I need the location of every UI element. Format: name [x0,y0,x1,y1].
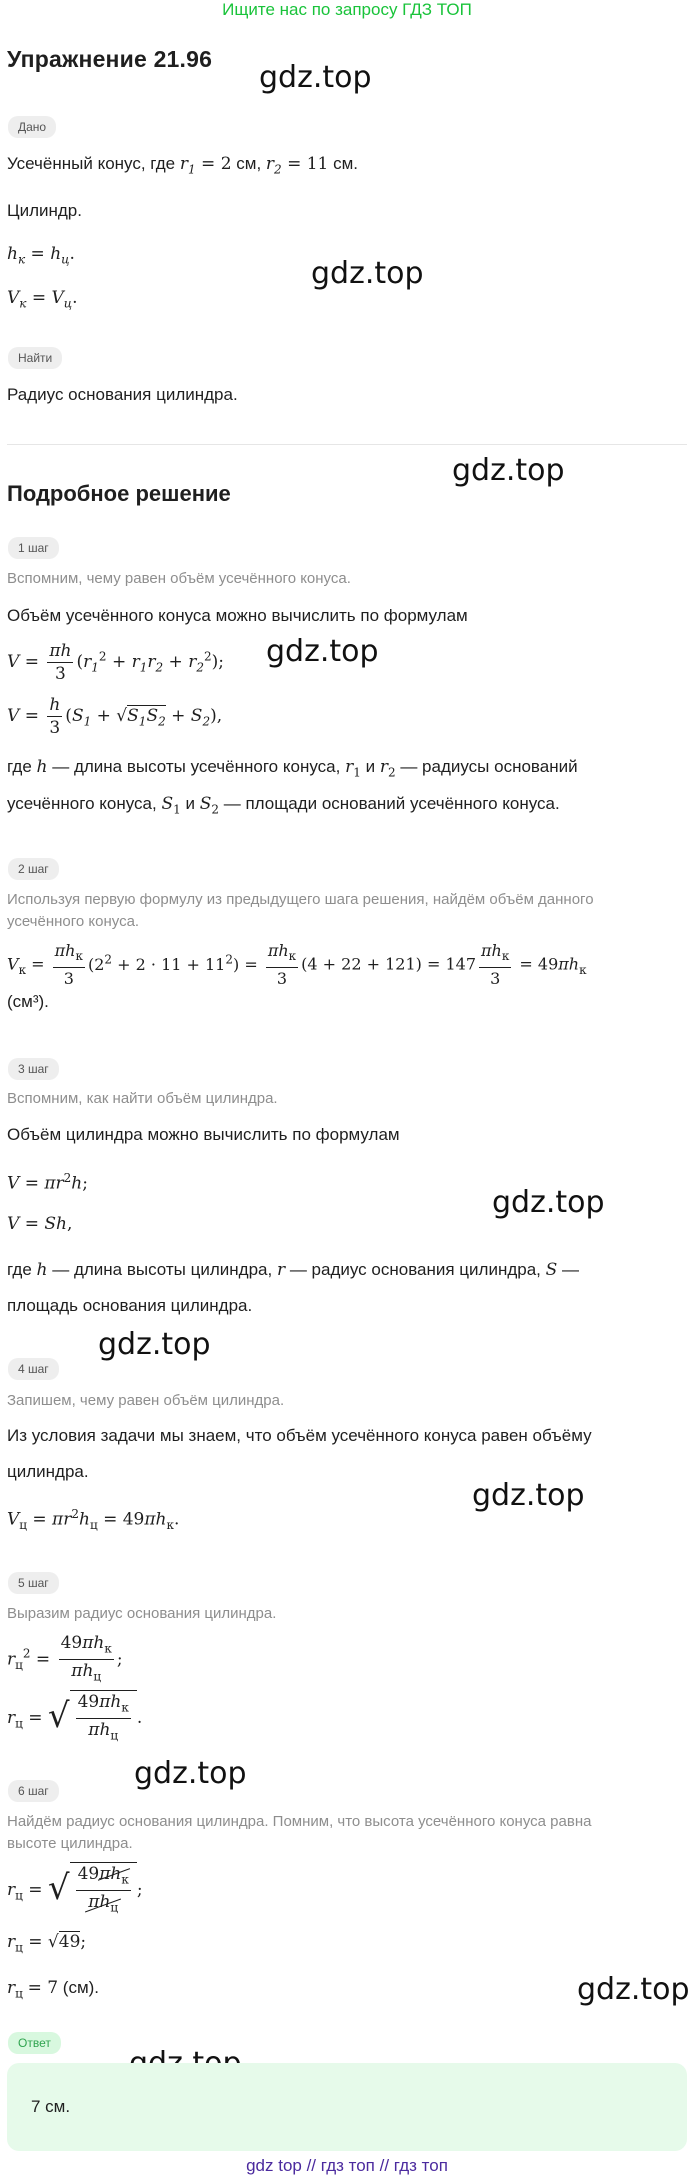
watermark: gdz.top [266,634,379,669]
expl-height: — длина высоты цилиндра, [52,1260,273,1279]
formula-truncated-cone-2: V = $\frac{h}{3}$ $(S_1 + √S_1S_2 + S_2)$, [7,695,223,738]
r1-symbol: r [179,154,188,174]
divider [7,444,687,445]
step-1-text: Объём усечённого конуса можно вычислить по формулам [7,606,468,625]
step-2-hint-1: Используя первую формулу из предыдущего шага решения, найдём объём данного [7,891,594,908]
r1-value: = 2 [195,154,232,174]
expl-radius: — радиус основания цилиндра, [289,1260,541,1279]
watermark: gdz.top [134,1756,247,1791]
watermark: gdz.top [577,1972,690,2007]
step-5-hint: Выразим радиус основания цилиндра. [7,1605,277,1622]
answer-text: 7 см. [31,2097,71,2116]
step-4-hint: Запишем, чему равен объём цилиндра. [7,1392,285,1409]
given-line-1: Усечённый конус, где $r_1 = 2$ см, $r_2 = 11$ см. [7,154,359,177]
watermark: gdz.top [98,1327,211,1362]
step-3-explain-2: площадь основания цилиндра. [7,1296,253,1315]
step-6-pill: 6 шаг [8,1780,59,1802]
formula-cylinder-2: V = Sh, [7,1214,73,1234]
given-pill: Дано [8,116,56,138]
given-heights-equal: $h_к = h_ц$. [7,244,75,267]
step-3-pill: 3 шаг [8,1058,59,1080]
find-text: Радиус основания цилиндра. [7,385,238,404]
find-pill: Найти [8,347,62,369]
r2-value: = 11 [281,154,329,174]
step-6-hint-1: Найдём радиус основания цилиндра. Помним, что высота усечённого конуса равна [7,1813,592,1830]
watermark: gdz.top [259,60,372,95]
formula-r-root: $r_ц$ = √ $\frac{49\pi h_к}{\pi h_ц}$ . [7,1690,142,1747]
given-volumes-equal: $V_к = V_ц$. [7,288,78,311]
expl-and: и [365,757,376,776]
expl-where: где [7,757,32,776]
formula-cylinder-volume: $V_ц = \pi r^2h_ц = 49\pi h_к$. [7,1507,180,1533]
step-1-pill: 1 шаг [8,537,59,559]
watermark: gdz.top [492,1185,605,1220]
page-title: Упражнение 21.96 [7,46,213,72]
step-6-unit: (см). [62,1978,100,1997]
formula-r-squared: $r_ц^2$ = $\frac{49\pi h_к}{\pi h_ц}$ ; [7,1633,123,1684]
step-5-pill: 5 шаг [8,1572,59,1594]
watermark: gdz.top [472,1478,585,1513]
unit-cm: см [231,154,257,173]
r2-symbol: r [265,154,275,174]
answer-box [7,2063,687,2151]
bottom-banner[interactable]: gdz top // гдз топ // гдз топ [246,2156,448,2175]
step-4-pill: 4 шаг [8,1358,59,1380]
step-2-hint-2: усечённого конуса. [7,913,140,930]
expl-dash: — [562,1260,580,1279]
expl-and: и [185,794,195,813]
expl-height: — длина высоты усечённого конуса, [52,757,341,776]
r2-sub: 2 [274,162,282,177]
watermark: gdz.top [311,256,424,291]
solution-title: Подробное решение [7,481,231,506]
step-4-text-1: Из условия задачи мы знаем, что объём усечённого конуса равен объёму [7,1426,592,1445]
step-2-pill: 2 шаг [8,858,59,880]
expl-cone: усечённого конуса, [7,794,157,813]
step-3-text: Объём цилиндра можно вычислить по формулам [7,1125,400,1144]
vk-symbol: V [7,288,20,308]
step-3-hint: Вспомним, как найти объём цилиндра. [7,1090,278,1107]
expl-where: где [7,1260,32,1279]
vc-sub: ц [63,296,73,311]
formula-cone-volume: $V_к$ = $\frac{\pi h_к}{3}$ $(2^2 + 2 \cdot 11 + 11^2)$ = $\frac{\pi h_к}{3}$ (4 + 22 + 121) = 147 $\frac{\pi h_к}{3}$ = $49\pi h_к$ [7,941,587,989]
formula-cylinder-1: $V = \pi r^2h$; [7,1171,88,1194]
step-6-hint-2: высоте цилиндра. [7,1835,133,1852]
step-1-hint: Вспомним, чему равен объём усечённого конуса. [7,570,351,587]
answer-pill: Ответ [8,2032,61,2054]
formula-r-sqrt49: $r_ц = √49$; [7,1932,87,1955]
hk-sub: к [17,252,26,267]
vk-sub: к [19,296,27,311]
step-4-text-2: цилиндра. [7,1462,89,1481]
formula-r-root-cancel: $r_ц$ = √ $\frac{49\pi h_к}{\pi h_ц}$ ; [7,1862,143,1919]
hc-symbol: h [50,244,62,264]
step-2-unit: (см³). [7,992,49,1011]
expl-areas: — площади оснований усечённого конуса. [223,794,560,813]
step-3-explain-1: где h — длина высоты цилиндра, r — радиус основания цилиндра, S — [7,1260,580,1280]
given-line-2: Цилиндр. [7,201,82,220]
unit-cm: см [328,154,354,173]
formula-r-result: $r_ц = 7$ (см). [7,1978,100,2001]
expl-radii: — радиусы оснований [400,757,578,776]
step-1-explain-1: где h — длина высоты усечённого конуса, $r_1$ и $r_2$ — радиусы оснований [7,757,578,780]
hc-sub: ц [61,252,70,267]
hk-symbol: h [7,244,18,264]
vc-symbol: V [51,288,64,308]
r1-sub: 1 [188,162,196,177]
watermark: gdz.top [452,453,565,488]
top-banner: Ищите нас по запросу ГДЗ ТОП [222,0,472,19]
given-line-1-prefix: Усечённый конус, где [7,154,176,173]
step-1-explain-2: усечённого конуса, $S_1$ и $S_2$ — площади оснований усечённого конуса. [7,794,560,817]
formula-truncated-cone-1: V = $\frac{\pi h}{3}$ $(r_1^2 + r_1r_2 + r_2^2)$; [7,641,224,684]
